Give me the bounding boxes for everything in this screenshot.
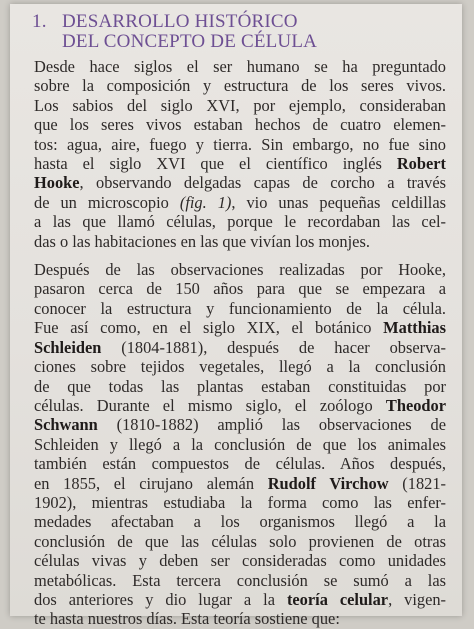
text-run: de un microscopio bbox=[34, 192, 180, 212]
text-line bbox=[34, 338, 446, 357]
text-run: células. Durante el mismo siglo, el zoólogo bbox=[34, 395, 386, 415]
text-run: 1902), mientras estudiaba la forma como las enfer- bbox=[34, 492, 446, 512]
section-number: 1. bbox=[32, 11, 47, 32]
text-run: de que todas las plantas estaban constituidas por bbox=[34, 376, 446, 396]
text-line bbox=[34, 260, 446, 279]
text-run: hasta el siglo XVI que el científico inglés bbox=[34, 154, 397, 174]
text-run: Fue así como, en el siglo XIX, el botánico bbox=[34, 318, 384, 338]
text-line bbox=[34, 474, 446, 493]
text-line bbox=[34, 193, 446, 212]
text-run: te hasta nuestros días. Esta teoría sostiene que: bbox=[34, 609, 340, 629]
bold-term: Matthias bbox=[383, 318, 446, 338]
text-line bbox=[34, 377, 446, 396]
text-line bbox=[34, 173, 446, 192]
text-run: pasaron cerca de 150 años para que se empezara a bbox=[34, 279, 446, 299]
text-line bbox=[34, 609, 446, 628]
text-line bbox=[34, 76, 446, 95]
text-run: (1821- bbox=[388, 473, 446, 493]
text-line bbox=[34, 57, 446, 76]
text-line bbox=[34, 590, 446, 609]
text-line bbox=[34, 135, 446, 154]
text-line bbox=[34, 493, 446, 512]
text-run: células vivas y deben ser consideradas como unidades bbox=[34, 551, 446, 571]
text-line bbox=[34, 279, 446, 298]
text-run: también están compuestos de células. Años después, bbox=[34, 454, 446, 474]
text-line bbox=[34, 299, 446, 318]
text-line bbox=[34, 212, 446, 231]
paragraph bbox=[34, 260, 446, 629]
text-run: a las que llamó células, porque le recordaban las cel- bbox=[34, 212, 446, 232]
text-run: conclusión de que las células solo provienen de otras bbox=[34, 531, 446, 551]
textbook-page bbox=[10, 4, 462, 629]
bold-term: teoría celular bbox=[286, 589, 389, 609]
text-line bbox=[34, 232, 446, 251]
bold-term: Schleiden bbox=[34, 337, 102, 357]
text-run: en 1855, el cirujano alemán bbox=[34, 473, 268, 493]
section-heading bbox=[32, 12, 317, 52]
text-line bbox=[34, 115, 446, 134]
text-line bbox=[34, 435, 446, 454]
text-run: (1810-1882) amplió las observaciones de bbox=[97, 415, 446, 435]
figure-reference: (fig. 1) bbox=[179, 192, 232, 212]
text-line bbox=[34, 396, 446, 415]
bold-term: Rudolf Virchow bbox=[267, 473, 389, 493]
paragraph bbox=[34, 57, 446, 251]
body-text bbox=[34, 57, 446, 629]
bold-term: Robert bbox=[396, 154, 446, 174]
text-run: , vio unas pequeñas celdillas bbox=[231, 192, 446, 212]
text-run: das o las habitaciones en las que vivían los monjes. bbox=[34, 231, 370, 251]
heading-title-line-1: DESARROLLO HISTÓRICO bbox=[62, 11, 298, 32]
text-run: Desde hace siglos el ser humano se ha preguntado bbox=[34, 57, 446, 76]
text-run: sobre la composición y estructura de los seres vivos. bbox=[34, 76, 446, 96]
text-run: metabólicas. Esta tercera conclusión se sumó a las bbox=[34, 570, 446, 590]
text-run: Schleiden y llegó a la conclusión de que los animales bbox=[34, 434, 446, 454]
text-run: que los seres vivos estaban hechos de cuatro elemen- bbox=[34, 115, 446, 135]
text-run: , observando delgadas capas de corcho a través bbox=[79, 173, 446, 193]
text-line bbox=[34, 532, 446, 551]
text-run: Después de las observaciones realizadas por Hooke, bbox=[34, 260, 446, 280]
text-run: , vigen- bbox=[388, 589, 447, 609]
text-line bbox=[34, 551, 446, 570]
text-line bbox=[34, 154, 446, 173]
text-line bbox=[34, 415, 446, 434]
text-line bbox=[34, 571, 446, 590]
text-line bbox=[34, 318, 446, 337]
bold-term: Theodor bbox=[385, 395, 446, 415]
text-line bbox=[34, 96, 446, 115]
heading-title-line-2: DEL CONCEPTO DE CÉLULA bbox=[62, 31, 318, 52]
text-line bbox=[34, 512, 446, 531]
text-run: tos: agua, aire, fuego y tierra. Sin embargo, no fue sino bbox=[34, 134, 446, 154]
text-run: (1804-1881), después de hacer observa- bbox=[101, 337, 446, 357]
text-run: dos anteriores y dio lugar a la bbox=[34, 589, 287, 609]
text-run: medades afectaban a los organismos llegó a la bbox=[34, 512, 446, 532]
text-line bbox=[34, 357, 446, 376]
heading-line-1 bbox=[32, 12, 317, 32]
text-run: ciones sobre tejidos vegetales, llegó a la conclusión bbox=[34, 357, 446, 377]
text-line bbox=[34, 454, 446, 473]
bold-term: Hooke bbox=[34, 173, 80, 193]
bold-term: Schwann bbox=[34, 415, 98, 435]
text-run: Los sabios del siglo XVI, por ejemplo, consideraban bbox=[34, 95, 446, 115]
text-run: conocer la estructura y funcionamiento de la célula. bbox=[34, 298, 446, 318]
